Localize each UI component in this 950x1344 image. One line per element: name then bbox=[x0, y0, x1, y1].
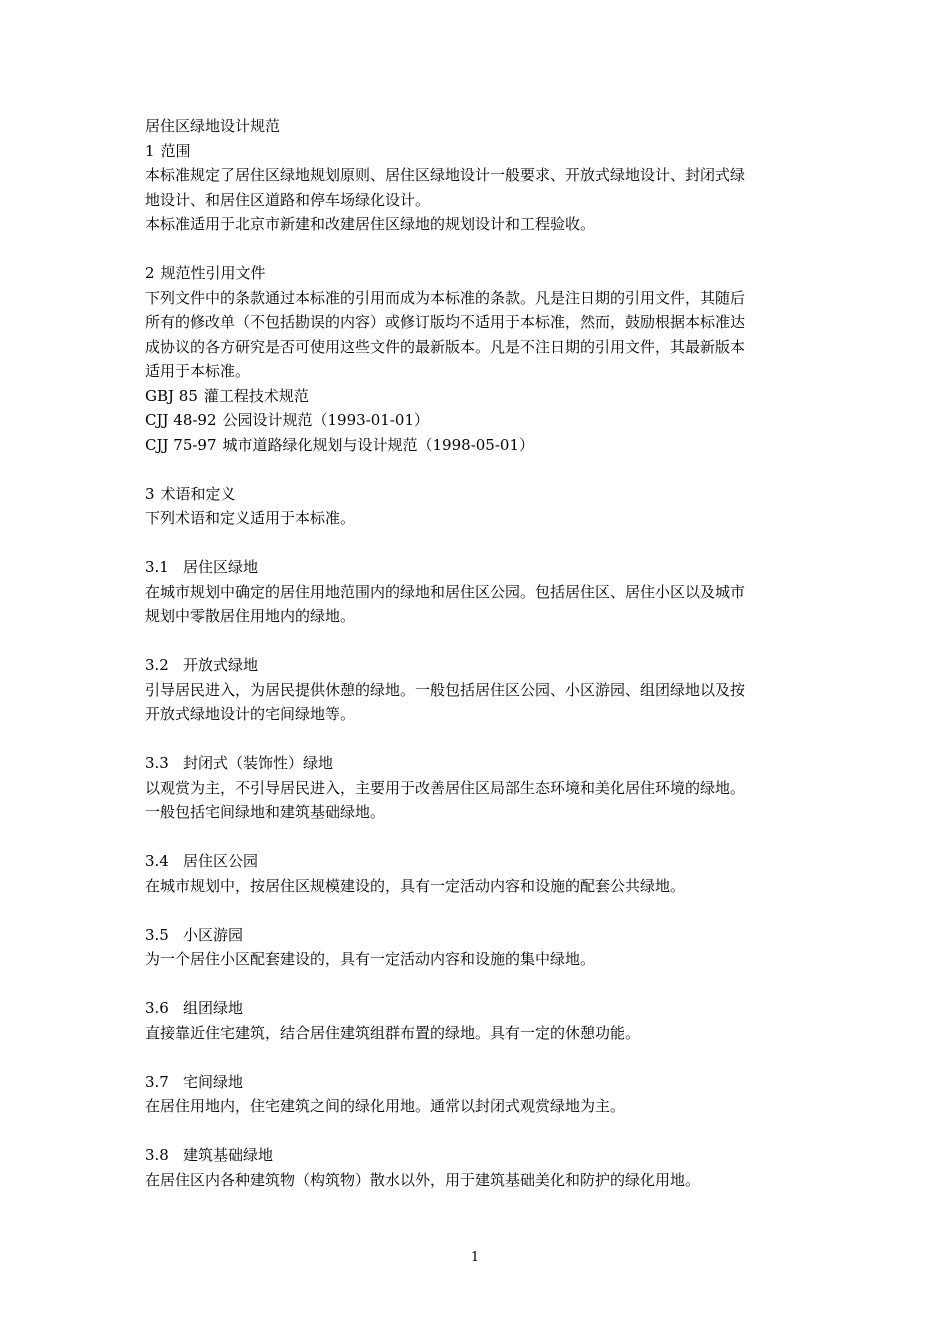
term-number: 3.6 bbox=[145, 999, 169, 1017]
term-heading bbox=[145, 751, 815, 776]
paragraph-line: 下列文件中的条款通过本标准的引用而成为本标准的条款。凡是注日期的引用文件，其随后 bbox=[145, 288, 746, 307]
term-name: 居住区公园 bbox=[183, 852, 259, 870]
section-title: 术语和定义 bbox=[160, 484, 236, 503]
term-definition-line: 一般包括宅间绿地和建筑基础绿地。 bbox=[145, 803, 386, 821]
paragraph-line: 适用于本标准。 bbox=[145, 362, 251, 380]
term-definition-line: 规划中零散居住用地内的绿地。 bbox=[145, 607, 356, 625]
term-name: 宅间绿地 bbox=[183, 1072, 244, 1091]
reference-title: 公园设计规范（1993-01-01） bbox=[222, 411, 430, 429]
term-heading bbox=[145, 653, 815, 678]
term-number: 3.8 bbox=[145, 1146, 169, 1164]
term-definition-line: 在居住用地内，住宅建筑之间的绿化用地。通常以封闭式观赏绿地为主。 bbox=[145, 1097, 626, 1115]
reference-item bbox=[145, 384, 815, 409]
section-3-heading bbox=[145, 482, 815, 507]
document-body bbox=[145, 114, 815, 1192]
term-name: 居住区绿地 bbox=[183, 558, 259, 576]
term-number: 3.1 bbox=[145, 558, 169, 576]
page-number: 1 bbox=[470, 1250, 480, 1265]
term-heading bbox=[145, 849, 815, 874]
reference-title: 城市道路绿化规划与设计规范（1998-05-01） bbox=[222, 435, 535, 454]
term-name: 封闭式（装饰性）绿地 bbox=[183, 754, 334, 772]
term-name: 建筑基础绿地 bbox=[183, 1146, 274, 1164]
reference-code: GBJ 85 bbox=[145, 386, 198, 405]
term-definition-line: 引导居民进入，为居民提供休憩的绿地。一般包括居住区公园、小区游园、组团绿地以及按 bbox=[145, 680, 746, 699]
paragraph-line: 成协议的各方研究是否可使用这些文件的最新版本。凡是不注日期的引用文件，其最新版本 bbox=[145, 337, 746, 356]
reference-item bbox=[145, 408, 815, 433]
term-number: 3.2 bbox=[145, 656, 169, 674]
paragraph-line: 所有的修改单（不包括勘误的内容）或修订版均不适用于本标准，然而，鼓励根据本标准达 bbox=[145, 313, 746, 331]
term-number: 3.5 bbox=[145, 925, 169, 944]
term-heading bbox=[145, 996, 815, 1021]
section-number: 1 bbox=[145, 141, 155, 160]
term-heading bbox=[145, 1070, 815, 1095]
document-title: 居住区绿地设计规范 bbox=[145, 117, 281, 135]
term-name: 开放式绿地 bbox=[183, 656, 259, 674]
term-definition-line: 直接靠近住宅建筑，结合居住建筑组群布置的绿地。具有一定的休憩功能。 bbox=[145, 1023, 641, 1042]
term-definition-line: 以观赏为主，不引导居民进入，主要用于改善居住区局部生态环境和美化居住环境的绿地。 bbox=[145, 778, 746, 797]
reference-item bbox=[145, 433, 815, 458]
term-definition-line: 为一个居住小区配套建设的，具有一定活动内容和设施的集中绿地。 bbox=[145, 950, 596, 968]
term-number: 3.3 bbox=[145, 754, 169, 772]
term-name: 组团绿地 bbox=[183, 999, 244, 1017]
paragraph-line: 地设计、和居住区道路和停车场绿化设计。 bbox=[145, 190, 431, 209]
reference-title: 灌工程技术规范 bbox=[203, 386, 309, 405]
section-1-heading bbox=[145, 139, 815, 164]
paragraph-line: 本标准适用于北京市新建和改建居住区绿地的规划设计和工程验收。 bbox=[145, 215, 596, 233]
term-definition-line: 在居住区内各种建筑物（构筑物）散水以外，用于建筑基础美化和防护的绿化用地。 bbox=[145, 1170, 701, 1189]
section-number: 3 bbox=[145, 484, 155, 503]
reference-code: CJJ 48-92 bbox=[145, 411, 217, 429]
section-title: 范围 bbox=[160, 141, 191, 160]
term-definition-line: 在城市规划中确定的居住用地范围内的绿地和居住区公园。包括居住区、居住小区以及城市 bbox=[145, 582, 746, 601]
term-definition-line: 在城市规划中，按居住区规模建设的，具有一定活动内容和设施的配套公共绿地。 bbox=[145, 876, 686, 895]
term-heading bbox=[145, 555, 815, 580]
term-name: 小区游园 bbox=[183, 925, 244, 944]
section-2-heading bbox=[145, 261, 815, 286]
paragraph-line: 下列术语和定义适用于本标准。 bbox=[145, 509, 356, 527]
reference-code: CJJ 75-97 bbox=[145, 435, 217, 454]
term-number: 3.4 bbox=[145, 852, 169, 870]
term-heading bbox=[145, 923, 815, 948]
term-definition-line: 开放式绿地设计的宅间绿地等。 bbox=[145, 705, 356, 723]
section-title: 规范性引用文件 bbox=[160, 264, 266, 282]
term-number: 3.7 bbox=[145, 1072, 169, 1091]
section-number: 2 bbox=[145, 264, 155, 282]
term-heading bbox=[145, 1143, 815, 1168]
paragraph-line: 本标准规定了居住区绿地规划原则、居住区绿地设计一般要求、开放式绿地设计、封闭式绿 bbox=[145, 166, 746, 184]
